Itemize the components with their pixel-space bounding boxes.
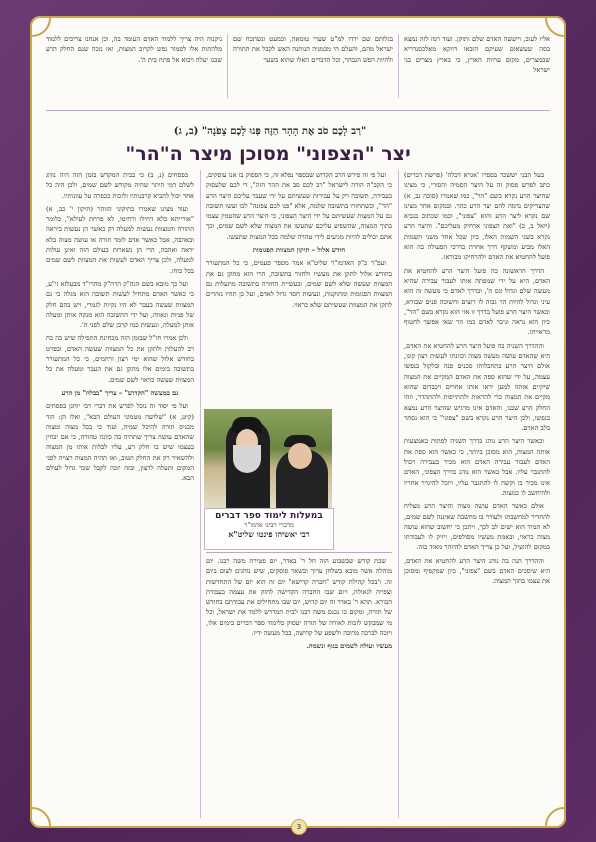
paragraph: ועל כך מובא בשם הגה"ק הרה"ק מהרי"ד מבעלזא זי"ע, כי כאשר האדם מתחיל לעשות תשובה הוא מגלה כי גם המצוות שעשה בעבר לא היו נקיות לגמרי, ויש בהם חלק של פניות וגאווה, ועל ידי התשובה הוא מנקה אותן ומעלה אותן למעלה, ונעשות כמו קרבן שלם לפני ה'. <box>46 279 194 330</box>
paragraph: וההדרך הנה בה נוהג היצר הרע להחטיא את האדם, היא שיסכים האדם בשם "צפוני", כיון שמקפיף ומסוכן את עצמו בתוך המצוה. <box>404 556 550 586</box>
column-divider <box>200 170 201 818</box>
subheading: חודש אלול – תיקון המצוות הפגומות <box>252 246 346 255</box>
paragraph: ועל פי יסוד זה נוכל לפרש את דברי רבי יוחנן בפסחים (קיט, א) "שלושה מטמוני העולם הבא", ואלו הן: הוד מכניס תורה להיכל שמיה, ועוד כי בכל מצוה ומצוה שהאדם עושה צריך שתהיה בה כוונה טהורה, כי אם יבחין בעצמו שיש בו חלק רע, עליו לבלות אותו מן המצוה ולהשאיר רק את החלק הטוב, ואז תהיה המצוה רצויה לפני המקום ותעלה לרצון, ובזה יזכה לקבל שכר גדול לעולם הבא. <box>46 402 194 483</box>
paragraph: וההדרך השניה בה פועל היצר הרע להחטיא את האדם, היא שהאדם עושה מעשה מצוה וכוונתו לעשות רצון קונו, אולם היצר הרע בתחבלותו סכנים פנה ובלקול בנפשו עצמה, על ידי שהוא ספה את האדם המקיים את המצוה שיקיים אותה למען יראו אותו אחרים ויכבדום שהוא מקיים את המצוה כדי להראות ולהתייפות ולהתהדר, וזהו החלק הרע שבנו, והאדם אינו מרגיש שהיצר הרע נמצא בנפשו, ולכן היצר הרע נקרא בשם "צפוני" כי הוא נסתר בלב האדם. <box>404 341 550 433</box>
announcement-box <box>206 552 392 818</box>
verse-heading: "רַב לָכֶם סֹב אֶת הָהָר הַזֶּה פְּנוּ לָכֶם צָפֹנָה" (ב, ג) <box>173 126 367 137</box>
rabbi-photo <box>204 409 332 508</box>
paragraph: הדרך הראשונה בה פועל היצר הרע להחטיא את האדם, היא על ידי שמפתה אותו לעבור עבירה שהיא מעשה שלם וגדול וגס ה', ובדרך לאדם כי מעשה זה הוא עיני וגדול להיות הר גבוה לו רוצים וחשוכה פנים שבורא, וכאשר היצר הרע פועל בדרך זו אזי הוא נקרא בשם "הר", כיון הוא נראה וניכר לאדם כמו הר שאי אפשר לחטוף מראייתו. <box>404 266 550 337</box>
article-column-middle <box>206 170 392 406</box>
subheading: גם במעשה "הקדוש" – צריך "בבלה" מן הרע <box>61 388 179 397</box>
paragraph: אולם כאשר האדם עושה מצוה והיצר הרע מצליח להחדיר למחשבתו ולעורר בו מחשבה שאיננה לשם שמים, לא תמיד הוא ישים לב לכך, ויתכן כי יחשוב שהוא עושה מצוה כראוי, ובאמת מעשיו מסולפים, ויזיק לו לעבודתו במקום להועיל, ועל כן צריך האדם להיזהר מאוד בזה. <box>404 502 550 552</box>
caption-subtitle: מדברי רבינו אדמו"ר <box>244 521 294 529</box>
article-column-right <box>404 170 550 818</box>
column-divider <box>398 170 399 818</box>
page-number: 3 <box>291 819 307 835</box>
top-right-text: אליו לעוב, וייעשה האדם שלם ותוקן. ועוד רמז לזה נמצא בסה שעשאום שעיקם הובאו דווקא מאלכסנדריא שבמצרים, מקום ערוות הארץ, כי בארץ מצרים בני ישראל <box>404 35 550 74</box>
paragraph: ועל פי זה פירש הרב הקדוש שבספר נפלא זה, כי הפסוק בו אנו עוסקים, כי הקב"ה הורה לישראל "רב לכם סב את ההר הזה", די לכם שלעסוק בעבירה, תשובה רק על עבירות שעשיתם על ידי שעבר עליכם היצר הרע "הר", וכשתחזרו בתשובה שלמה, אלא "פנו לכם צפונה" לכו ועשו תשובה גם על המצות שעשיתם על ידי היצר הצפוני, כי היצר הרע שהטמין עצמו בתוך המצוה, שהשפיע עליכם שתעשו את המצוה שלא לשם שמים, וכך אתם יכולים להיות מגיעים לידי טהרה שלמה בכל המצות שתעשו. <box>206 171 392 241</box>
caption-name: רבי יאשיהו פינטו שליט"א <box>228 529 310 539</box>
section-divider <box>46 110 550 111</box>
caption-title: במעלות לימוד ספר דברים <box>215 511 323 521</box>
paragraph: ועוד מצינו שאמרו בתיקוני הזוהר (תיקון י' כב, א) "אורייתא בלא דחילו ורחימו, לא פרחת לעילא", כלומר התורה והמצוות נעשות למעלה רק כאשר הן נעשות ביראה ובאהבה, אבל כאשר אדם לומד תורה או עושה מצוה בלא יראה ואהבה, הרי הן נשארות בעולם הזה ואינן עולות למעלה, ולכן צריך האדם לעשות את המצוות לשם שמים בכל כוחו. <box>46 204 194 275</box>
article-column-left <box>46 170 194 818</box>
paragraph: בעל הבני יששכר בספרו 'אגרא דכלה' (פרשת דברים) כתב לפרש פסוק זה על היצר הסמיה והסורי, כי מצינו שהיצר הרע נקרא בשם "הר", כמו שאמרו (סוכה נב, א) שהצדיקים נדמה להם יצר הרע כהר. ובמקום אחר מצינו שם נקרא ליצר הרע והוא "צפוני", וכמו שכתוב בנביא (יואל ב, כ) "ואת הצפוני ארחיק מעליכם". והיצר הרע נקרא בשני השמות האלו, כיון שכל אחד משני השמות האלו מביע ומשקף דרך אחרת בדרכי הפעולה בה הוא פועל להחטיא את האדם ולהרחיקו מבוראו. <box>404 171 550 262</box>
photo-caption <box>204 508 334 550</box>
announcement-closing: מעשיו ועולה לשמים בגוף ונשמה. <box>306 642 392 651</box>
paragraph: וכאשר היצר הרע נוהג בדרך השניה לפתות באמצעות אותה המצוה, הוא מסוכן ביותר, כי כאשר הוא ספה את האדם לעבור עבירה האדם הוא מכיר בעבירה ויכול להתגבר עליו. אבל באשר הוא נוהג בדרך הצפוני, האדם אינו מכיר בו וקשה לו להתגבר עליו, ויוכל להיגרר אחריו ולהיחשב לו כמצוה. <box>404 437 550 497</box>
paragraph: ולכן אמרו חז"ל שבזמן הזה מבחינת התפילה שיש בה כח רב להעלות ולתקן את כל המצוות שעשה האדם, ובפרט בחודש אלול שהוא ימי רצון ורחמים, כי כל המתעורר בתשובה בימים אלו מתקן גם את העבר ומעלה את כל המצוות שעשה כראוי לשם שמים. <box>46 334 194 384</box>
announcement-text: שבת קודש שבשבוע הוה חל ר' באדר, יום פטירת משה רבנו. יום מוהלה אשר מובא בשלחן ערוך ובשאר פוסקים, שיש נוהגים לצום ביום זה. ו'בכל קהילת קודש "חברה קדישא" יום זה הוא יום של התחדשות וצפייה לגאולה, ויום שבו החברה הקדישה לחזק את עצמה בעבודת הבורא. תהא ר' באדר זה יום קדוש, יום שבו מתחילים את עבודתם בחודש של תורה, ומקום בו נכנס משה רבנו לבית המדרש ללמד את ישראל, וכל מי שמבקש לזכות לאורה של תורה יעסוק בלימוד ספר דברים בימים אלו, ויזכה לברכה מרובה ולשפע של קדושה, בכל מעשה ידיו. <box>206 557 392 638</box>
beard-shape <box>233 445 261 473</box>
paragraph: בפסחים (נ, ב) כי בבית המקדש בזמן הזה היה נוהג לשלם דמי היתר שהיה מקודש לשם שמים, ולכן היה כל אחד יכול להביא קרבנותיו ולזכות בכפרה על עוונותיו. <box>46 171 194 200</box>
top-left-text: ניקנוה היה צריך ללמוד האדם העומד בה, וכן אנחנו צריכים ללמוד מלהתות אלו לסמור נפש לקרוב המצות, ואז נזכה שנם החלק הרע שבנו יעלה ויבוא אל פתח בית ה'. <box>46 35 222 64</box>
column-divider <box>398 34 399 98</box>
top-middle-text: בגלותם שם ירדו למ"ט שערי טומאה, וכמעט ונשתכח שם ישראל מהם, והעלם הי מכמניה הנותנה האש לקבל את התורה ולהיות הפשׁ הגבהר, וכל הדברים האלו שהוא בשער <box>233 35 393 64</box>
column-divider <box>227 34 228 98</box>
article-headline: יצר "הצפוני" מסוכן מיצר ה"הר" <box>125 143 411 165</box>
paragraph: ועפ"ר כ"ק האדמו"ר שליט"א אמר מספר פעמים, כי כל המתעורר בחודש אלול לתקן את מעשיו ולחזור בתשובה, הרי הוא מתקן גם את המצוות שעשה שלא לשם שמים, ובעשיית החזרה בתשובה מתעלות גם המצוות הפגומות ומתוקנות, ונעשות חסד גדול לאדם, ועל כן תהיו נזהרים לתקן את המצוות שעשיתם שלא כראוי. <box>206 259 392 309</box>
face-shape <box>288 443 312 469</box>
